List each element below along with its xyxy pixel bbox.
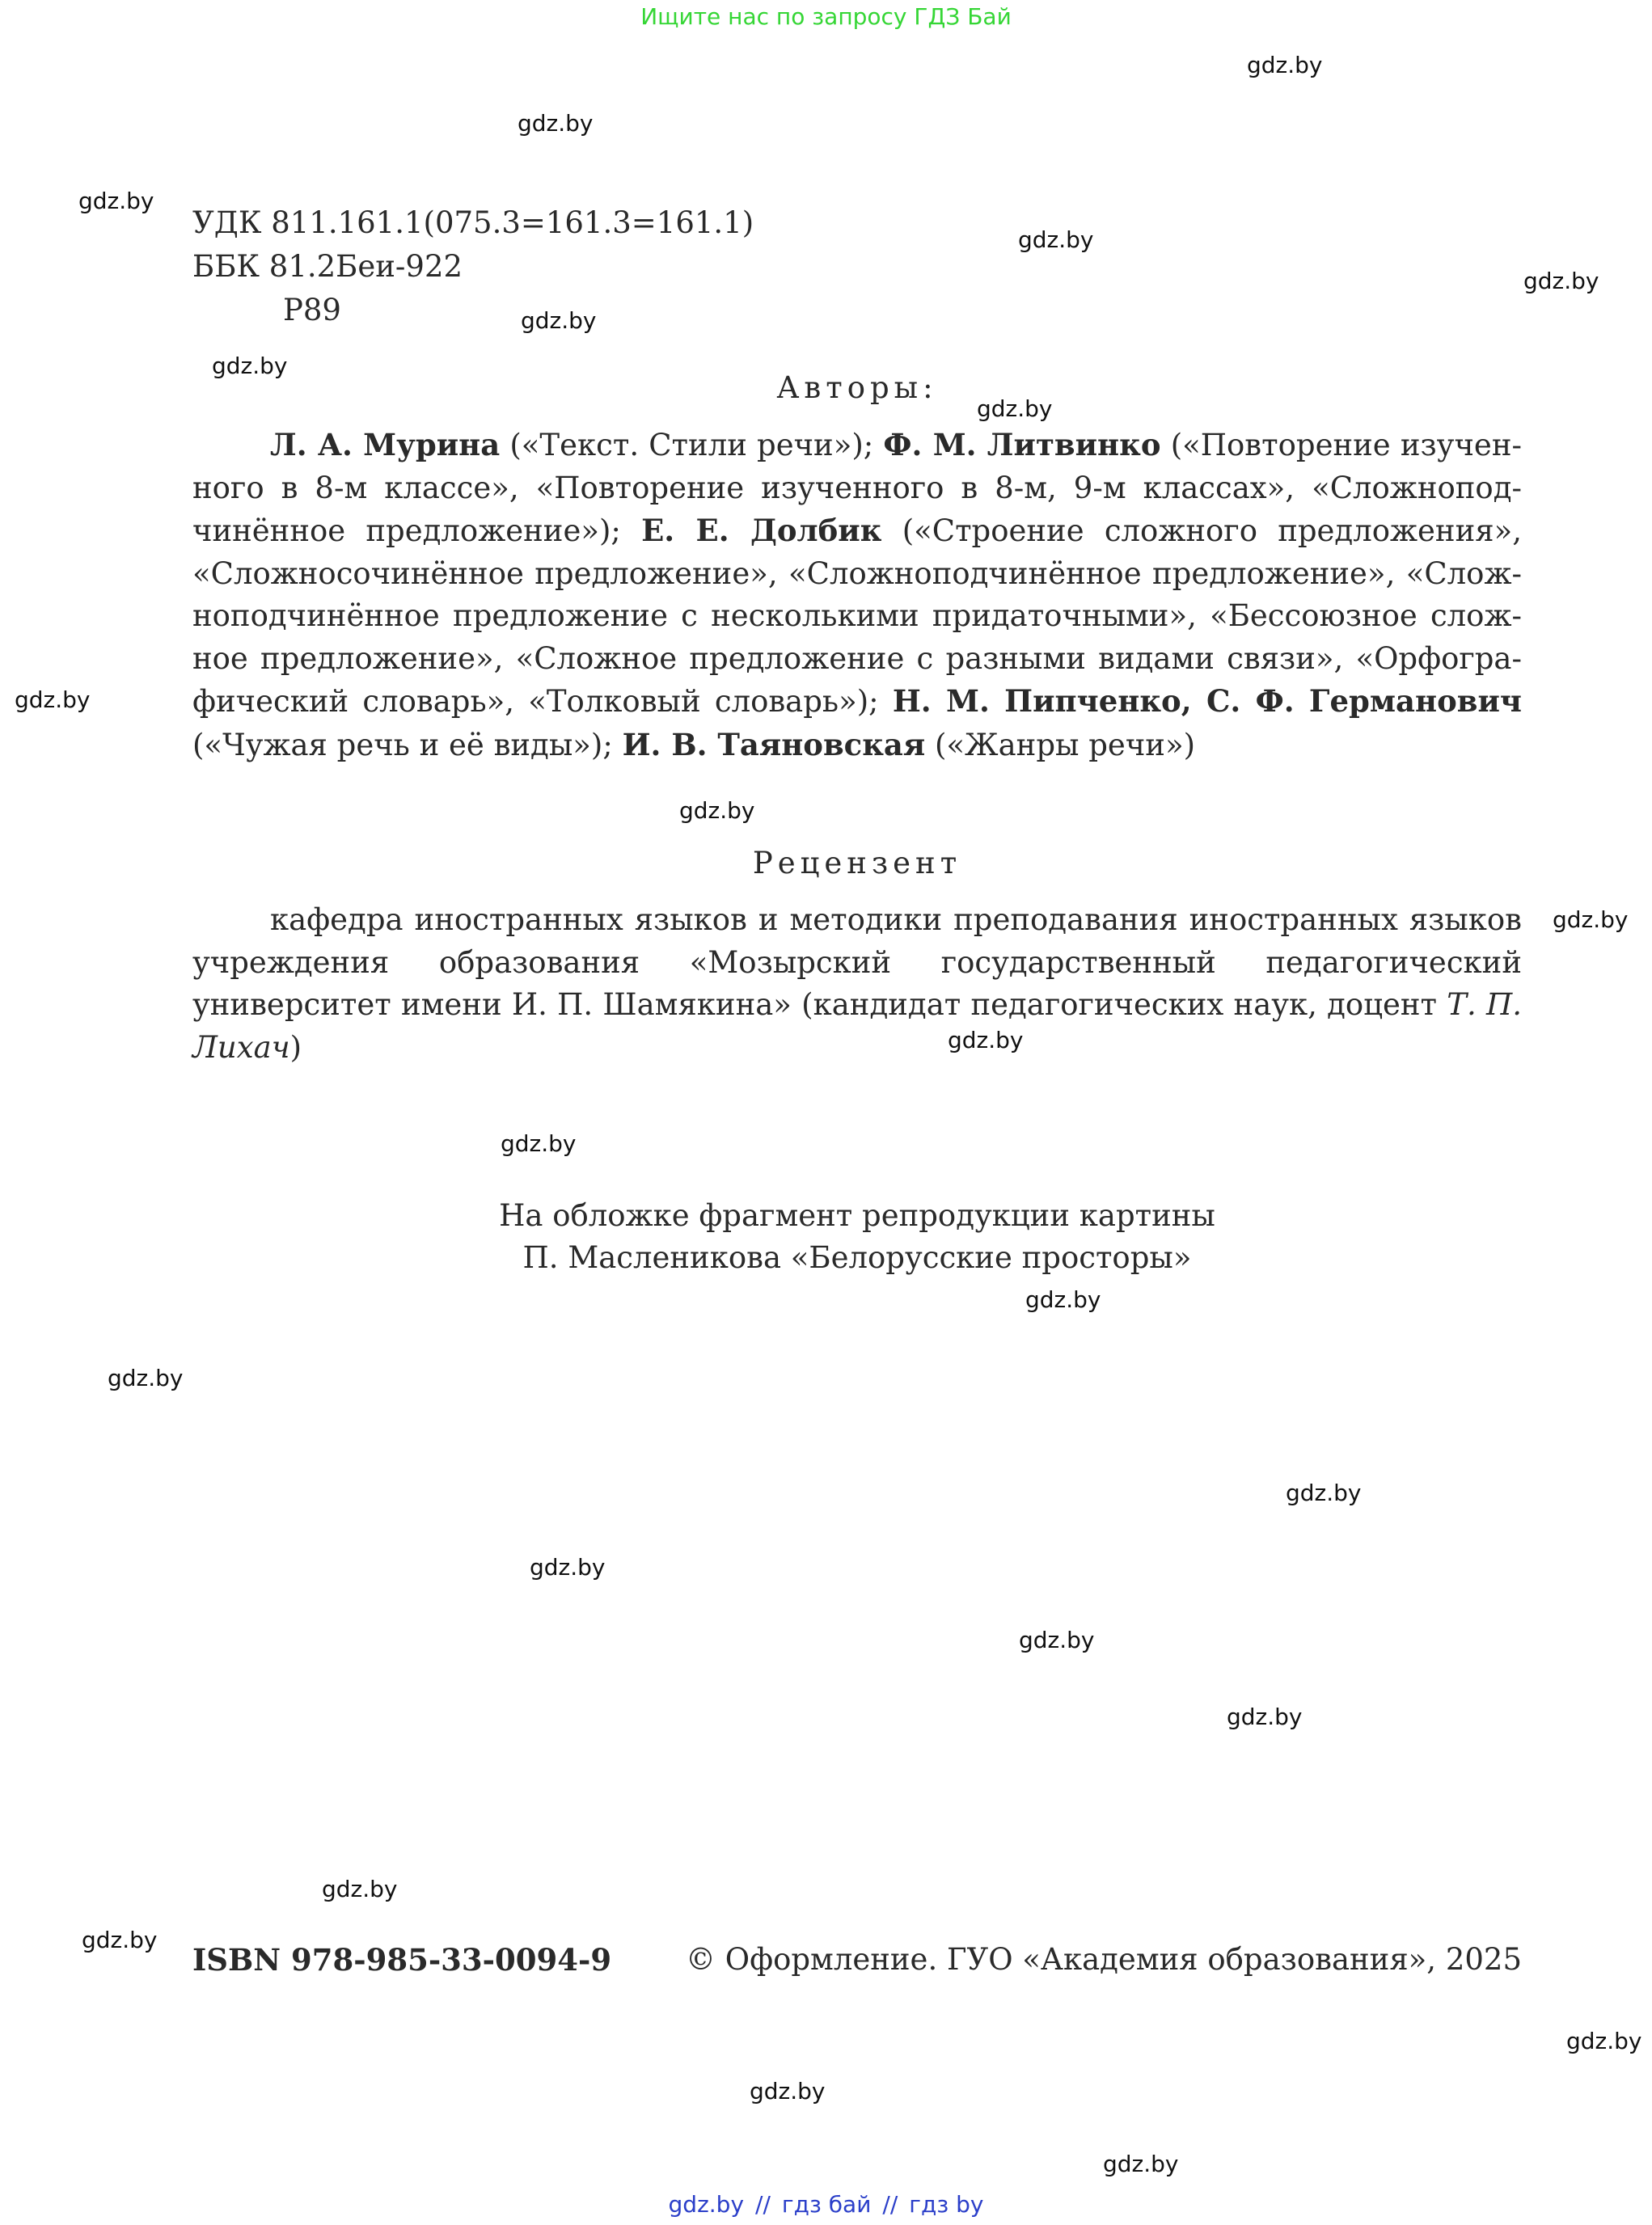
cover-note-line-2: П. Масленикова «Белорусские просторы» [522, 1240, 1192, 1275]
watermark: gdz.by [501, 1130, 577, 1157]
watermark: gdz.by [322, 1876, 398, 1902]
watermark: gdz.by [1018, 226, 1094, 253]
author-name: Ф. М. Литвинко [883, 427, 1161, 462]
watermark: gdz.by [530, 1554, 606, 1581]
watermark: gdz.by [518, 110, 594, 137]
link-gdz-by[interactable]: gdz.by [668, 2191, 745, 2218]
cover-note [192, 1195, 1522, 1279]
bottom-links [0, 2191, 1652, 2218]
author-contribution: («Повторение изученного в 8-м классе», «Повторение изученного в 8-м, 9-м классах», «Сложноподчинённое предложение»); [192, 428, 1522, 548]
authors-heading: Авторы: [776, 370, 938, 405]
author-mark: Р89 [283, 293, 341, 327]
watermark: gdz.by [1553, 906, 1629, 933]
watermark: gdz.by [1523, 268, 1599, 294]
udk-code: УДК 811.161.1(075.3=161.3=161.1) [192, 205, 754, 240]
top-banner[interactable]: Ищите нас по запросу ГДЗ Бай [640, 3, 1012, 30]
authors-text [192, 424, 1522, 766]
author-contribution: («Жанры речи») [925, 727, 1196, 762]
reviewer-tail: ) [289, 1029, 302, 1065]
link-gdz-bai[interactable]: гдз бай [781, 2191, 872, 2218]
link-separator: // [755, 2191, 771, 2218]
link-gdz-by-cyr[interactable]: гдз by [909, 2191, 984, 2218]
watermark: gdz.by [1247, 52, 1323, 78]
author-name: Н. М. Пипченко, С. Ф. Германович [892, 683, 1522, 719]
watermark: gdz.by [212, 353, 288, 379]
reviewer-heading: Рецензент [752, 846, 962, 880]
author-contribution: («Текст. Стили речи»); [500, 428, 884, 462]
cover-note-line-1: На обложке фрагмент репродукции картины [499, 1198, 1215, 1233]
author-contribution: («Чужая речь и её виды»); [192, 727, 623, 762]
link-separator: // [882, 2191, 898, 2218]
watermark: gdz.by [78, 188, 154, 214]
watermark: gdz.by [750, 2078, 826, 2105]
copyright: © Оформление. ГУО «Академия образования», 2025 [686, 1942, 1522, 1977]
reviewer-body: кафедра иностранных языков и методики преподавания иностранных языков учреждения образования «Мозырский государственный педагогический университет имени И. П. Шамякина» (кандидат педагогических наук, доцент [192, 902, 1522, 1022]
watermark: gdz.by [1286, 1480, 1362, 1506]
watermark: gdz.by [1566, 2028, 1642, 2054]
watermark: gdz.by [82, 1927, 158, 1953]
watermark: gdz.by [1019, 1627, 1095, 1653]
watermark: gdz.by [521, 307, 597, 334]
author-contribution: («Строение сложного предложения», «Сложносочинённое предложение», «Сложноподчинённое предложение», «Сложноподчинённое предложение с несколькими придаточными», «Бессоюзное сложное предложение», «Сложное предложение с разными видами связи», «Орфографический словарь», «Толковый словарь»); [192, 513, 1522, 719]
watermark: gdz.by [1103, 2151, 1179, 2177]
author-name: И. В. Таяновская [622, 726, 926, 762]
bbk-code: ББК 81.2Беи-922 [192, 249, 463, 284]
watermark: gdz.by [977, 395, 1053, 422]
watermark: gdz.by [1227, 1704, 1303, 1730]
watermark: gdz.by [679, 797, 755, 824]
watermark: gdz.by [1025, 1286, 1101, 1313]
watermark: gdz.by [108, 1365, 184, 1391]
isbn: ISBN 978-985-33-0094-9 [192, 1942, 612, 1978]
reviewer-name: Т. П. Лихач [192, 987, 1522, 1065]
reviewer-text [192, 899, 1522, 1069]
author-name: Л. А. Мурина [270, 427, 501, 462]
watermark: gdz.by [15, 686, 91, 713]
author-name: Е. Е. Долбик [641, 513, 882, 548]
watermark: gdz.by [948, 1027, 1024, 1053]
